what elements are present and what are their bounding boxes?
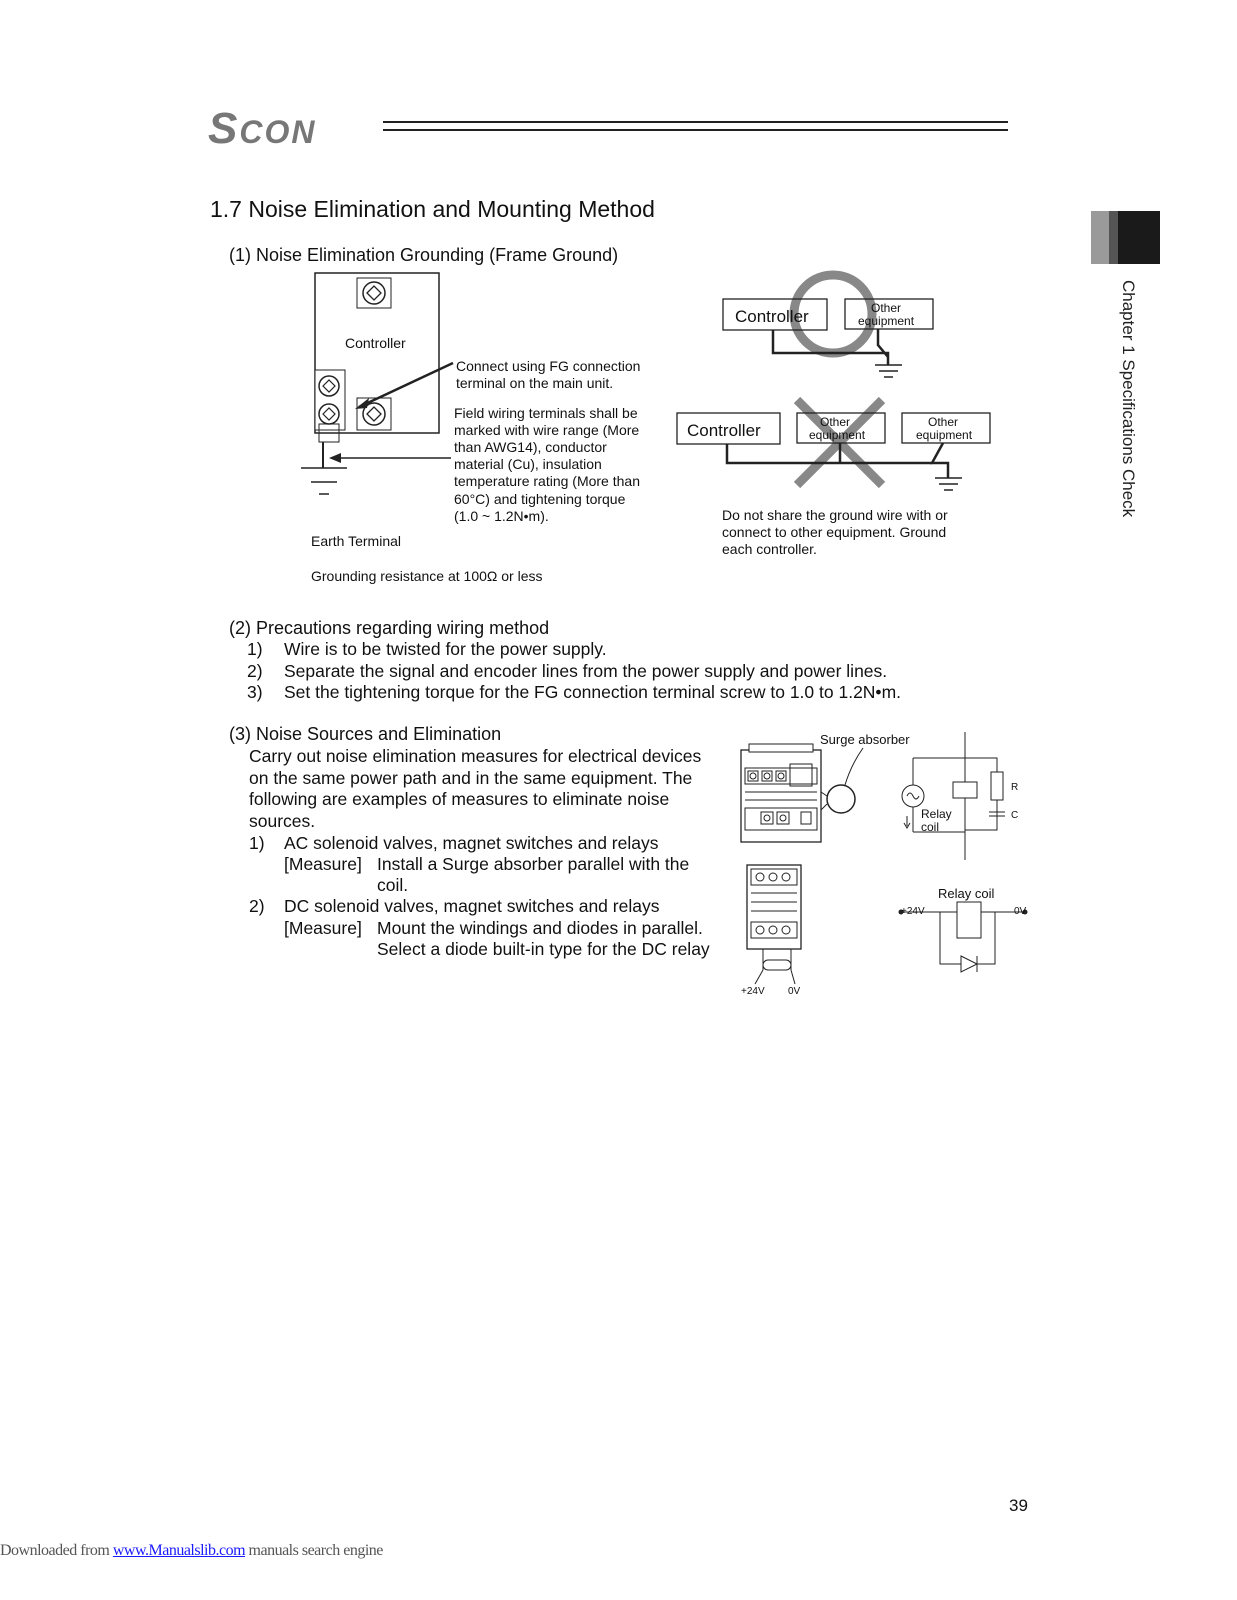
socket-0v-label: 0V — [788, 986, 801, 997]
footer-prefix: Downloaded from — [0, 1542, 113, 1559]
surge-absorber-label: Surge absorber — [820, 732, 910, 747]
s3-heading: (3) Noise Sources and Elimination — [229, 724, 502, 744]
fg-note-line: terminal on the main unit. — [456, 375, 614, 391]
s2-item-text: Set the tightening torque for the FG connection terminal screw to 1.0 to 1.2N•m. — [284, 682, 902, 702]
measure-text: Select a diode built-in type for the DC relay — [377, 939, 710, 959]
field-note-line: than AWG14), conductor — [454, 439, 607, 455]
chapter-side-label: Chapter 1 Specifications Check — [1119, 280, 1138, 518]
relay-coil-label: Relay — [921, 807, 952, 821]
dc-relay-block — [747, 865, 801, 949]
s2-item-num: 3) — [247, 682, 263, 702]
footer-suffix: manuals search engine — [245, 1542, 383, 1559]
s3-item-num: 2) — [249, 896, 265, 916]
fg-note-line: Connect using FG connection — [456, 358, 641, 374]
s3-paragraph-line: sources. — [249, 811, 316, 831]
relay-coil-label: coil — [921, 820, 940, 834]
bad-controller-label: Controller — [687, 421, 761, 440]
measure-text: coil. — [377, 875, 409, 895]
dc-0v-label: 0V — [1014, 906, 1027, 917]
s2-item-text: Separate the signal and encoder lines from the power supply and power lines. — [284, 661, 888, 681]
dc-24v-label: +24V — [901, 906, 925, 917]
field-note-line: material (Cu), insulation — [454, 456, 602, 472]
page-number: 39 — [1009, 1496, 1028, 1515]
field-note-line: temperature rating (More than — [454, 473, 640, 489]
share-note-line: Do not share the ground wire with or — [722, 507, 948, 523]
share-note-line: connect to other equipment. Ground — [722, 524, 947, 540]
field-note-line: Field wiring terminals shall be — [454, 405, 638, 421]
s3-item-text: DC solenoid valves, magnet switches and relays — [284, 896, 660, 916]
resistor — [991, 772, 1003, 800]
chapter-tab-light — [1091, 211, 1109, 264]
section-title: 1.7 Noise Elimination and Mounting Method — [210, 196, 655, 222]
header-rule-bottom — [383, 129, 1008, 131]
share-note-line: each controller. — [722, 541, 817, 557]
manualslib-link[interactable]: www.Manualslib.com — [112, 1542, 246, 1559]
field-note-line: marked with wire range (More — [454, 422, 640, 438]
chapter-tab-dark — [1118, 211, 1160, 264]
grounding-comparison-diagram — [670, 265, 1010, 505]
bad-other-b-label: Other — [928, 415, 959, 429]
s2-item-num: 2) — [247, 661, 263, 681]
bad-other-b-label: equipment — [916, 428, 973, 442]
good-other-label: Other — [871, 301, 902, 315]
s2-item-text: Wire is to be twisted for the power supply. — [284, 639, 607, 659]
s3-item-text: AC solenoid valves, magnet switches and relays — [284, 833, 659, 853]
measure-tag: [Measure] — [284, 854, 362, 874]
download-footer — [0, 1542, 383, 1560]
good-controller-label: Controller — [735, 307, 809, 326]
s3-paragraph-line: Carry out noise elimination measures for electrical devices — [249, 746, 702, 766]
r-label: R — [1011, 782, 1019, 793]
s2-item-num: 1) — [247, 639, 263, 659]
s3-item-num: 1) — [249, 833, 265, 853]
c-label: C — [1011, 810, 1019, 821]
bad-other-a-label: Other — [820, 415, 851, 429]
grounding-resistance-label: Grounding resistance at 100Ω or less — [311, 568, 543, 584]
dc-relay-coil-label: Relay coil — [938, 886, 995, 901]
header-rule-top — [383, 121, 1008, 123]
scon-logo: SCON — [208, 104, 317, 153]
fg-controller-label: Controller — [345, 335, 406, 351]
diode-symbol — [763, 960, 791, 970]
good-other-label: equipment — [858, 314, 915, 328]
s3-paragraph-line: following are examples of measures to eliminate noise — [249, 789, 670, 809]
socket-24v-label: +24V — [741, 986, 765, 997]
s2-heading: (2) Precautions regarding wiring method — [229, 618, 550, 638]
dc-relay-coil — [957, 902, 981, 938]
field-note-line: 60°C) and tightening torque — [454, 491, 626, 507]
earth-terminal-label: Earth Terminal — [311, 533, 402, 549]
bad-other-a-label: equipment — [809, 428, 866, 442]
surge-absorber-symbol — [827, 785, 855, 813]
field-note-line: (1.0 ~ 1.2N•m). — [454, 508, 549, 524]
measure-text: Mount the windings and diodes in parallel. — [377, 918, 703, 938]
s3-paragraph-line: on the same power path and in the same equipment. The — [249, 768, 693, 788]
measure-text: Install a Surge absorber parallel with the — [377, 854, 690, 874]
measure-tag: [Measure] — [284, 918, 362, 938]
relay-diagrams — [735, 730, 1035, 1000]
s1-heading: (1) Noise Elimination Grounding (Frame Ground) — [229, 245, 619, 265]
side-terminal-block — [315, 370, 345, 430]
ac-relay-coil — [953, 782, 977, 798]
chapter-tab-mid — [1109, 211, 1118, 264]
